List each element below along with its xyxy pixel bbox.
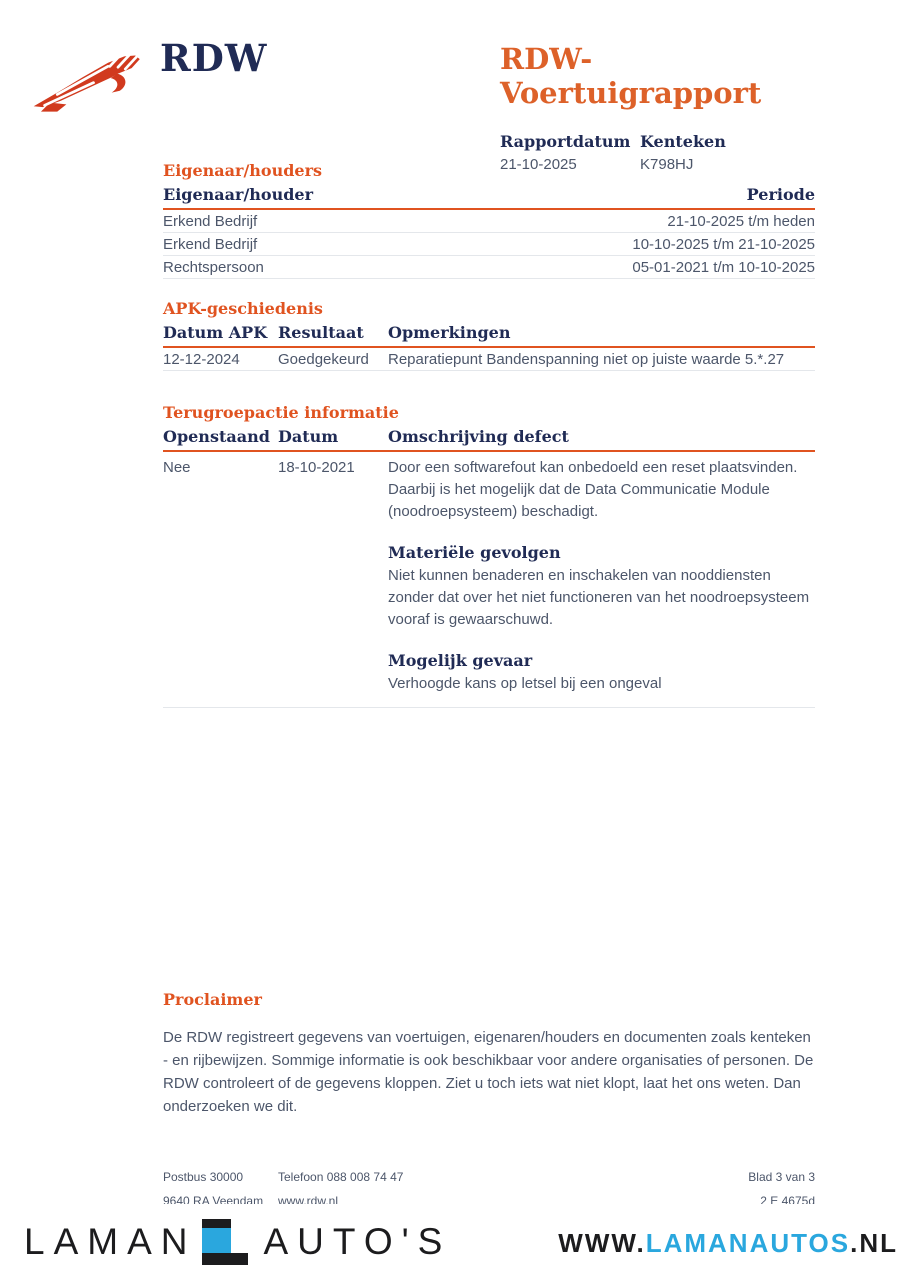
laman-logo-mark-icon <box>202 1219 249 1265</box>
recall-table-header <box>163 427 815 452</box>
owners-col-owner: Eigenaar/houder <box>163 185 314 204</box>
section-apk <box>163 299 815 371</box>
table-row <box>163 233 815 256</box>
apk-date: 12-12-2024 <box>163 351 240 368</box>
footer-phone: Telefoon 088 008 74 47 <box>278 1170 404 1184</box>
proclaimer-title: Proclaimer <box>163 990 262 1009</box>
owners-col-period: Periode <box>746 185 815 204</box>
rapportdatum-value: 21-10-2025 <box>500 156 577 173</box>
footer-row-2 <box>163 1194 815 1204</box>
footer-form-code: 2 E 4675d <box>760 1194 815 1204</box>
recall-open: Nee <box>163 459 191 476</box>
owners-table-header <box>163 185 815 210</box>
section-owners <box>163 161 815 279</box>
url-brand: LAMANAUTOS <box>645 1228 851 1258</box>
owner-period: 21-10-2025 t/m heden <box>667 213 815 230</box>
apk-col-remarks: Opmerkingen <box>388 323 511 342</box>
owner-name: Erkend Bedrijf <box>163 213 258 230</box>
section-recall <box>163 403 815 708</box>
recall-col-defect: Omschrijving defect <box>388 427 569 446</box>
logo-mark-blue-square <box>202 1228 231 1253</box>
danger-text: Verhoogde kans op letsel bij een ongeval <box>388 675 662 692</box>
footer-page-number: Blad 3 van 3 <box>748 1170 815 1184</box>
dealer-banner <box>0 1212 904 1280</box>
brand-text-laman: LAMAN <box>24 1221 197 1262</box>
recall-description <box>388 457 815 695</box>
table-row <box>163 348 815 371</box>
kenteken-value: K798HJ <box>640 156 694 173</box>
footer-city: 9640 RA Veendam <box>163 1194 264 1204</box>
laman-autos-logo <box>24 1216 451 1268</box>
report-header <box>500 42 830 173</box>
proclaimer-text: De RDW registreert gegevens van voertuigen, eigenaren/houders en documenten zoals kenteken - en rijbewijzen. Sommige informatie is ook beschikbaar voor andere organisaties of personen. De RDW controleert of de gegevens kloppen. Ziet u toch iets wat niet klopt, laat het ons weten. Dan onderzoeken we dit. <box>163 1029 814 1115</box>
apk-table-header <box>163 323 815 348</box>
page-title: RDW-Voertuigrapport <box>500 42 762 110</box>
apk-col-result: Resultaat <box>278 323 364 342</box>
apk-remark: Reparatiepunt Bandenspanning niet op juiste waarde 5.*.27 <box>388 351 785 368</box>
dealer-website-link[interactable] <box>558 1228 898 1259</box>
owner-period: 05-01-2021 t/m 10-10-2025 <box>632 259 815 276</box>
rdw-feather-logo-icon <box>30 50 148 118</box>
apk-section-title: APK-geschiedenis <box>163 299 323 318</box>
logo-mark-bottom-bar <box>202 1253 248 1265</box>
rapportdatum-label: Rapportdatum <box>500 132 631 151</box>
section-proclaimer <box>163 990 815 1118</box>
table-row <box>163 210 815 233</box>
apk-col-date: Datum APK <box>163 323 268 342</box>
logo-mark-top-bar <box>202 1219 231 1228</box>
kenteken-label: Kenteken <box>640 132 726 151</box>
danger-heading: Mogelijk gevaar <box>388 651 533 670</box>
table-row <box>163 256 815 279</box>
brand-text-autos: AUTO'S <box>263 1221 452 1262</box>
url-suffix: .NL <box>850 1228 898 1258</box>
consequences-heading: Materiële gevolgen <box>388 543 561 562</box>
apk-result: Goedgekeurd <box>278 351 369 368</box>
consequences-text: Niet kunnen benaderen en inschakelen van nooddiensten zonder dat over het niet functioneren van het noodroepsysteem vooraf is gewaarschuwd. <box>388 567 810 628</box>
owner-name: Rechtspersoon <box>163 259 264 276</box>
recall-section-title: Terugroepactie informatie <box>163 403 399 422</box>
footer-postbus: Postbus 30000 <box>163 1170 244 1184</box>
owner-period: 10-10-2025 t/m 21-10-2025 <box>632 236 815 253</box>
table-row <box>163 452 815 708</box>
owners-section-title: Eigenaar/houders <box>163 161 323 180</box>
recall-col-date: Datum <box>278 427 339 446</box>
page-footer <box>163 1170 815 1204</box>
url-prefix: WWW. <box>558 1228 646 1258</box>
footer-row-2-clipped <box>163 1194 815 1204</box>
defect-text: Door een softwarefout kan onbedoeld een reset plaatsvinden. Daarbij is het mogelijk dat de Data Communicatie Module (noodroepsysteem) beschadigt. <box>388 459 798 520</box>
footer-website-link[interactable]: www.rdw.nl <box>278 1194 339 1204</box>
footer-row-1 <box>163 1170 815 1185</box>
owner-name: Erkend Bedrijf <box>163 236 258 253</box>
recall-col-open: Openstaand <box>163 427 270 446</box>
recall-date: 18-10-2021 <box>278 459 355 476</box>
rdw-logo-wordmark: RDW <box>160 36 268 80</box>
